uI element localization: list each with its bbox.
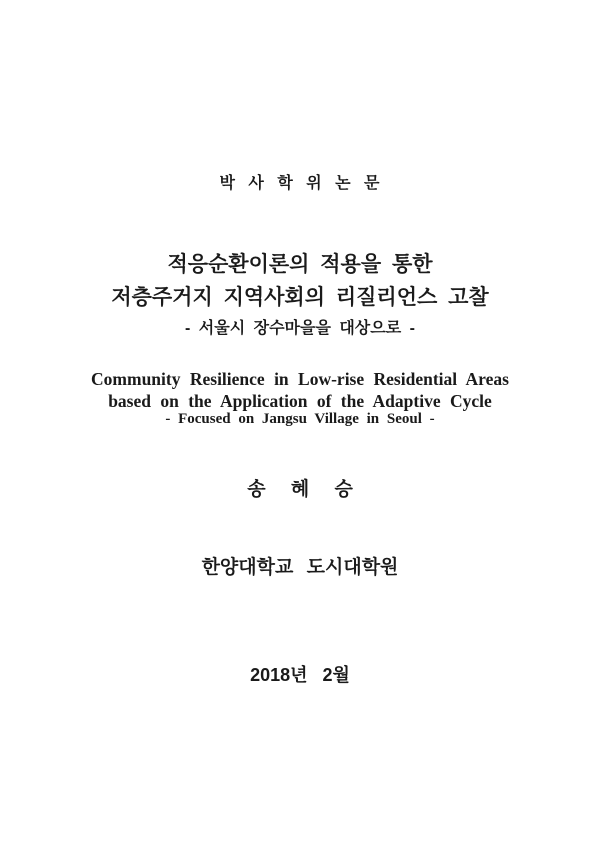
english-title-line1: Community Resilience in Low-rise Residential Areas <box>91 369 509 389</box>
english-title-line2: based on the Application of the Adaptive Cycle <box>108 391 492 411</box>
korean-subtitle: - 서울시 장수마을을 대상으로 - <box>185 320 415 337</box>
publication-date: 2018년 2월 <box>250 665 350 685</box>
degree-type-label: 박 사 학 위 논 문 <box>219 175 381 192</box>
english-subtitle: - Focused on Jangsu Village in Seoul - <box>165 411 435 427</box>
korean-title-line2: 저층주거지 지역사회의 리질리언스 고찰 <box>111 286 489 309</box>
institution-name: 한양대학교 도시대학원 <box>201 557 399 578</box>
korean-title-line1: 적응순환이론의 적용을 통한 <box>167 253 433 276</box>
author-name: 송 혜 승 <box>247 479 353 500</box>
